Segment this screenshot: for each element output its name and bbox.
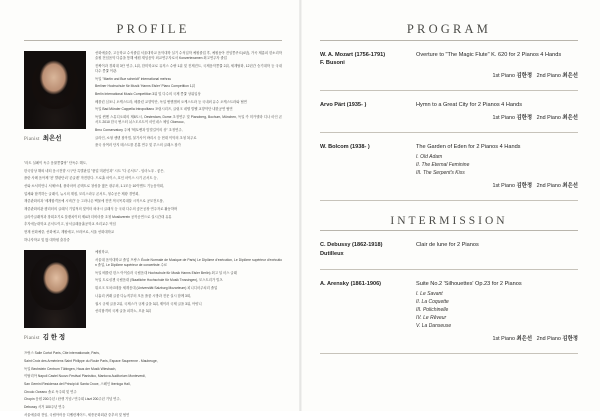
performer-prefix: 1st Piano <box>492 183 515 190</box>
profile-page <box>0 0 300 417</box>
profile-heading-rule <box>24 40 282 41</box>
bio-line: 독일 "Martin und Bue schmidt" international mehrzu <box>95 76 172 81</box>
work-composer-name: C. Debussy (1862-1918) <box>320 242 383 249</box>
bio-line: "라트 실페이 독주 음률콩쿨당" 단독수 해도, <box>24 160 87 165</box>
performer-name: 김한정 <box>562 335 578 342</box>
performer-name: 최은선 <box>516 335 533 342</box>
performer-prefix: 1st Piano <box>492 73 515 80</box>
program-work <box>320 101 578 121</box>
bio-line: 현재 선화예중, 선화예고, 계원예고, 브라브로, 서울 선화대학교 <box>24 229 115 234</box>
performer-prefix: 2nd Piano <box>536 183 561 190</box>
artist-figure-2 <box>24 250 86 341</box>
work-performers <box>320 71 578 79</box>
bio-line: 독일 트로싱겐 국립음대 (Staatliche Hochschule für Musik Trossingen), 모스트리가 빌츠 <box>95 278 223 283</box>
work-composer-arranger: Dutilleux <box>320 250 344 257</box>
intermission-block <box>320 215 578 231</box>
program-heading: PROGRAM <box>406 22 492 36</box>
bio-line: 클라인, 소형 센텐 참작법, 불가사이 바리시 등 현대 이악의 초청 복주로 <box>95 135 197 140</box>
work-composer <box>320 51 408 67</box>
bio-line: 예원학교, <box>95 250 109 255</box>
program-work <box>320 280 578 342</box>
movement-item: I. Le Savant <box>416 290 443 297</box>
work-composer-arranger: F. Busoni <box>320 60 345 67</box>
bio-line: 베를린 심포니 오케스트라, 베를린 교향악단, 독일 뮌헨챔버 오케스트라 등 국내외 유수 오케스트라와 협연 <box>95 99 247 104</box>
performer-prefix: 1st Piano <box>492 115 515 122</box>
performer-prefix: 2nd Piano <box>536 73 561 80</box>
bio-line: Debussy 서거 100주년 연주 <box>24 405 65 409</box>
artist-bio-2 <box>95 250 282 341</box>
bio-line: Circulo Oceano 솔로 독주회 및 연주 <box>24 389 77 394</box>
program-list-first-half <box>320 51 578 201</box>
pianist-portrait-2 <box>24 250 86 328</box>
work-composer <box>320 280 408 288</box>
artist-name-1: 최은선 <box>42 135 62 142</box>
bio-line: 독일 베를린 한스 아이슬러 국립음대 Hochschule für Musik Hanns Eisler Berlin) 최고 딜 마스 클래 <box>95 270 237 275</box>
bio-line: Berliner Hochschule für Musik 'Hanns Eisler' Piano Competition 1위 <box>95 84 195 89</box>
movement-item: I. Old Adam <box>416 154 443 161</box>
bio-line: 클라카클래적과 창회초기로 블랜치이터 제4과 더비마를 초청 Musikverein 공작공연으로 실시간대 유튜 <box>24 214 172 219</box>
program-work <box>320 51 578 79</box>
pianist-portrait-1 <box>24 51 86 129</box>
work-composer-name: W. Bolcom (1938- ) <box>320 144 370 151</box>
bio-line: 뮈르크 모차르테움 세계음대 (Universität Salzburg Mozarteum) 피니디마주치리 졸업 <box>95 286 218 291</box>
work-divider <box>320 353 578 354</box>
work-divider <box>320 90 578 91</box>
bio-line: 재중관화의과 '세계합격음예 시비간' 등 그라나온 벡물에 진면 적국목록대불 시작으로 공모전도품, <box>24 199 164 204</box>
bio-line: 서울대 음악대학교 졸업 프랑스 École Normale de Musique de Paris) Le Diplôme d'exécution, Le Diplôme supérieur d'exécution 졸업, Le Diplôme supérieur de concertiste 수료 <box>95 257 282 268</box>
performer-prefix: 2nd Piano <box>536 335 561 342</box>
work-divider <box>320 200 578 201</box>
bio-line: 독일 뮌헨 스튜디오회의 제8도시, Oesterdam, Dome 초정연주 및 Pianoberg, Bochum, München, 독일 카 미카엘라 디나 마인 콘서트 2010 한국 뮌스터 뉘스도르트이 마인네스 체임 Olomouc, <box>95 115 282 125</box>
performer-prefix: 1st Piano <box>492 335 515 342</box>
bio-line: 선리합격비 국제 클을 피하노, 모윤 3위 <box>95 309 151 314</box>
movement-item: III. Polichinelle <box>416 306 449 313</box>
work-movements <box>416 153 578 177</box>
program-list-second-half <box>320 241 578 353</box>
artist-role-label-2: Pianist <box>24 336 40 342</box>
artist-caption-2 <box>24 332 86 341</box>
performer-name: 김한정 <box>516 115 533 122</box>
bio-line: 서울예술대 전임, 국립아어음 디벨런제어드, 세종문화회관 중추의 및 협연 <box>24 412 130 417</box>
artist-bio-1 <box>95 51 282 151</box>
artist-caption-1 <box>24 133 86 142</box>
bio-line: 독일 Bechstein Centrum Tübingen, Haus der Musik Wiesbach, <box>24 366 117 371</box>
bio-line: 업체와 합격하는 클래식, 뉴시의 계집, 모리스라우 콘서트, 청수공은 제왕 경연회, <box>24 191 140 196</box>
work-title: Suite No.2 'Silhouettes' Op.23 for 2 Pianos <box>416 280 522 287</box>
program-work <box>320 143 578 189</box>
bio-line: 권시 규제 클을 2위, 국제스가 규제 클을 3위, 제이러 국제 클을 3위, 아양니 <box>95 301 202 306</box>
intermission-heading: INTERMISSION <box>390 215 508 228</box>
performer-name: 김한정 <box>516 183 533 190</box>
bio-line: Berlin International Music Competition 3위 및 다수의 국제 콩쿨 상위입상 <box>95 92 201 97</box>
bio-line: 독일 Bad Münder Cappella Intropolitano 포럼시리즈, 클링크 네델 빌헬 교향악단 내한공연 협연 <box>95 107 233 112</box>
bio-line: Saint Croix des Arméniens Saint Philippe du Roule Paris, Espace Sauprenne - Maubeuge, <box>24 358 158 363</box>
bio-line: 선와 소서미언니 서체브네, 플라마어 콘텍트로 창성을 많은 광무외, 1.1모등 10이멘트 기능음악회, <box>24 183 164 188</box>
movement-item: III. The Serpent's Kiss <box>416 170 465 177</box>
bio-line: 나흘리 귀래 클룸 다뉴직부터 모음 플룸 시방과 전문 실시 함께 3회, <box>95 293 192 298</box>
work-title: Overture to "The Magic Flute" K. 620 for 2 Pianos 4 Hands <box>416 52 562 58</box>
work-movements <box>416 290 578 330</box>
bio-line: 재중관화의관 캠리터의 클래식 기업적의 및이터 외마시 클래식 등 국내 다수의 좋은공장 연주자로 활동하며 <box>24 206 178 211</box>
work-title: Clair de lune for 2 Pianos <box>416 242 479 249</box>
artist-bio-2-cont <box>24 351 282 418</box>
bio-line: 진짜이과 경희대 3단 연주, 1위, 한미학교로 뮤직스 수량 1위 및 진제진트, 국제음악콩쿨 2위, 세계탈화, 12년간 승기대학 등 국내 다수 콩쿨 이관. <box>95 63 282 74</box>
work-performers <box>320 334 578 342</box>
work-composer <box>320 143 408 151</box>
profile-heading: PROFILE <box>116 22 190 36</box>
program-heading-rule <box>320 40 578 41</box>
movement-item: II. The Eternal Feminine <box>416 162 470 169</box>
bio-line: 프랑스 Salle Cortot Paris, Cite internationale, Paris, <box>24 351 100 356</box>
performer-name: 김한정 <box>516 73 533 80</box>
artist-role-label-1: Pianist <box>24 137 40 142</box>
movement-item: IV. Le Rêveur <box>416 314 447 321</box>
bio-line: 이탈리아 Napoli Castel Nuovo Festival Pianistico, Mantova Auditorium Monteverdi, <box>24 374 146 379</box>
work-composer-name: Arvo Pärt (1935- ) <box>320 102 367 109</box>
work-composer <box>320 241 408 257</box>
performer-prefix: 2nd Piano <box>536 115 561 122</box>
work-composer <box>320 101 408 109</box>
program-page <box>300 0 600 411</box>
work-performers <box>320 181 578 189</box>
work-title: The Garden of Eden for 2 Pianos 4 Hands <box>416 144 521 151</box>
artist-bio-1-cont <box>24 161 282 243</box>
bio-line: 하나자학교 및 많 대학원 출강중 <box>24 237 70 242</box>
bio-line: 플란 사례 음아제 '찬' 발판단녀 '콘클랜' 작전한다. 드로홀 마이스, 호인 마이스 시기 콘서트 등, <box>24 176 158 181</box>
bio-line: San Gemini Residenza del Principi di Santa Croce, 스페인 Ibericga Hall, <box>24 381 131 386</box>
artist-block-1 <box>24 51 282 151</box>
bio-line: Brno Conservatory 주체 "베토벤과 맘빌길이의 상" 초정연주, <box>95 127 183 132</box>
artist-figure-1 <box>24 51 86 151</box>
performer-name: 최은선 <box>562 115 578 122</box>
intermission-rule <box>320 230 578 231</box>
work-composer-name: A. Arensky (1861-1906) <box>320 280 382 287</box>
performer-name: 최은선 <box>562 73 578 80</box>
bio-line: 한국앙상 해외 네티 음시전향 시구단 특별판업 "품업 미편인과" 시트 "다 콘서트" - 임마노푸 - 좋은, <box>24 168 165 173</box>
work-divider <box>320 132 578 133</box>
work-composer-name: W. A. Mozart (1756-1791) <box>320 52 386 58</box>
work-divider <box>320 269 578 270</box>
work-performers <box>320 113 578 121</box>
bio-line: 품국 상여러 단지 테스트를 본훈 연주 및 루스의 클래스 참가 <box>95 143 181 148</box>
bio-line: 추지에능대학교 콘서트이고, 남서클래옵홀공학교 조리교수 역임 <box>24 222 116 227</box>
work-title: Hymn to a Great City for 2 Pianos 4 Hands <box>416 102 523 109</box>
bio-line: 선화예술중, 고등학교 수석졸업 서울대학교 음악대학 실기 수석입학 예원졸업 후, 예원동아 전임콩쿠르(4년), 가곡 제롬피 한소리학술원 전임음악 다름을 통해 예원 재임음악 외교연주자로서 Konzertexamen 최고연주자 졸업 <box>95 51 282 61</box>
performer-name: 최은선 <box>562 183 578 190</box>
bio-line: Chopin 음원 200주년 / 탄생 기념 / 연주회 Liszt 200주년 기념 연주, <box>24 397 121 402</box>
artist-block-2 <box>24 250 282 341</box>
movement-item: V. La Danseuse <box>416 322 452 329</box>
movement-item: II. La Coquette <box>416 298 449 305</box>
artist-name-2: 김 한 정 <box>42 334 66 342</box>
program-work <box>320 241 578 257</box>
